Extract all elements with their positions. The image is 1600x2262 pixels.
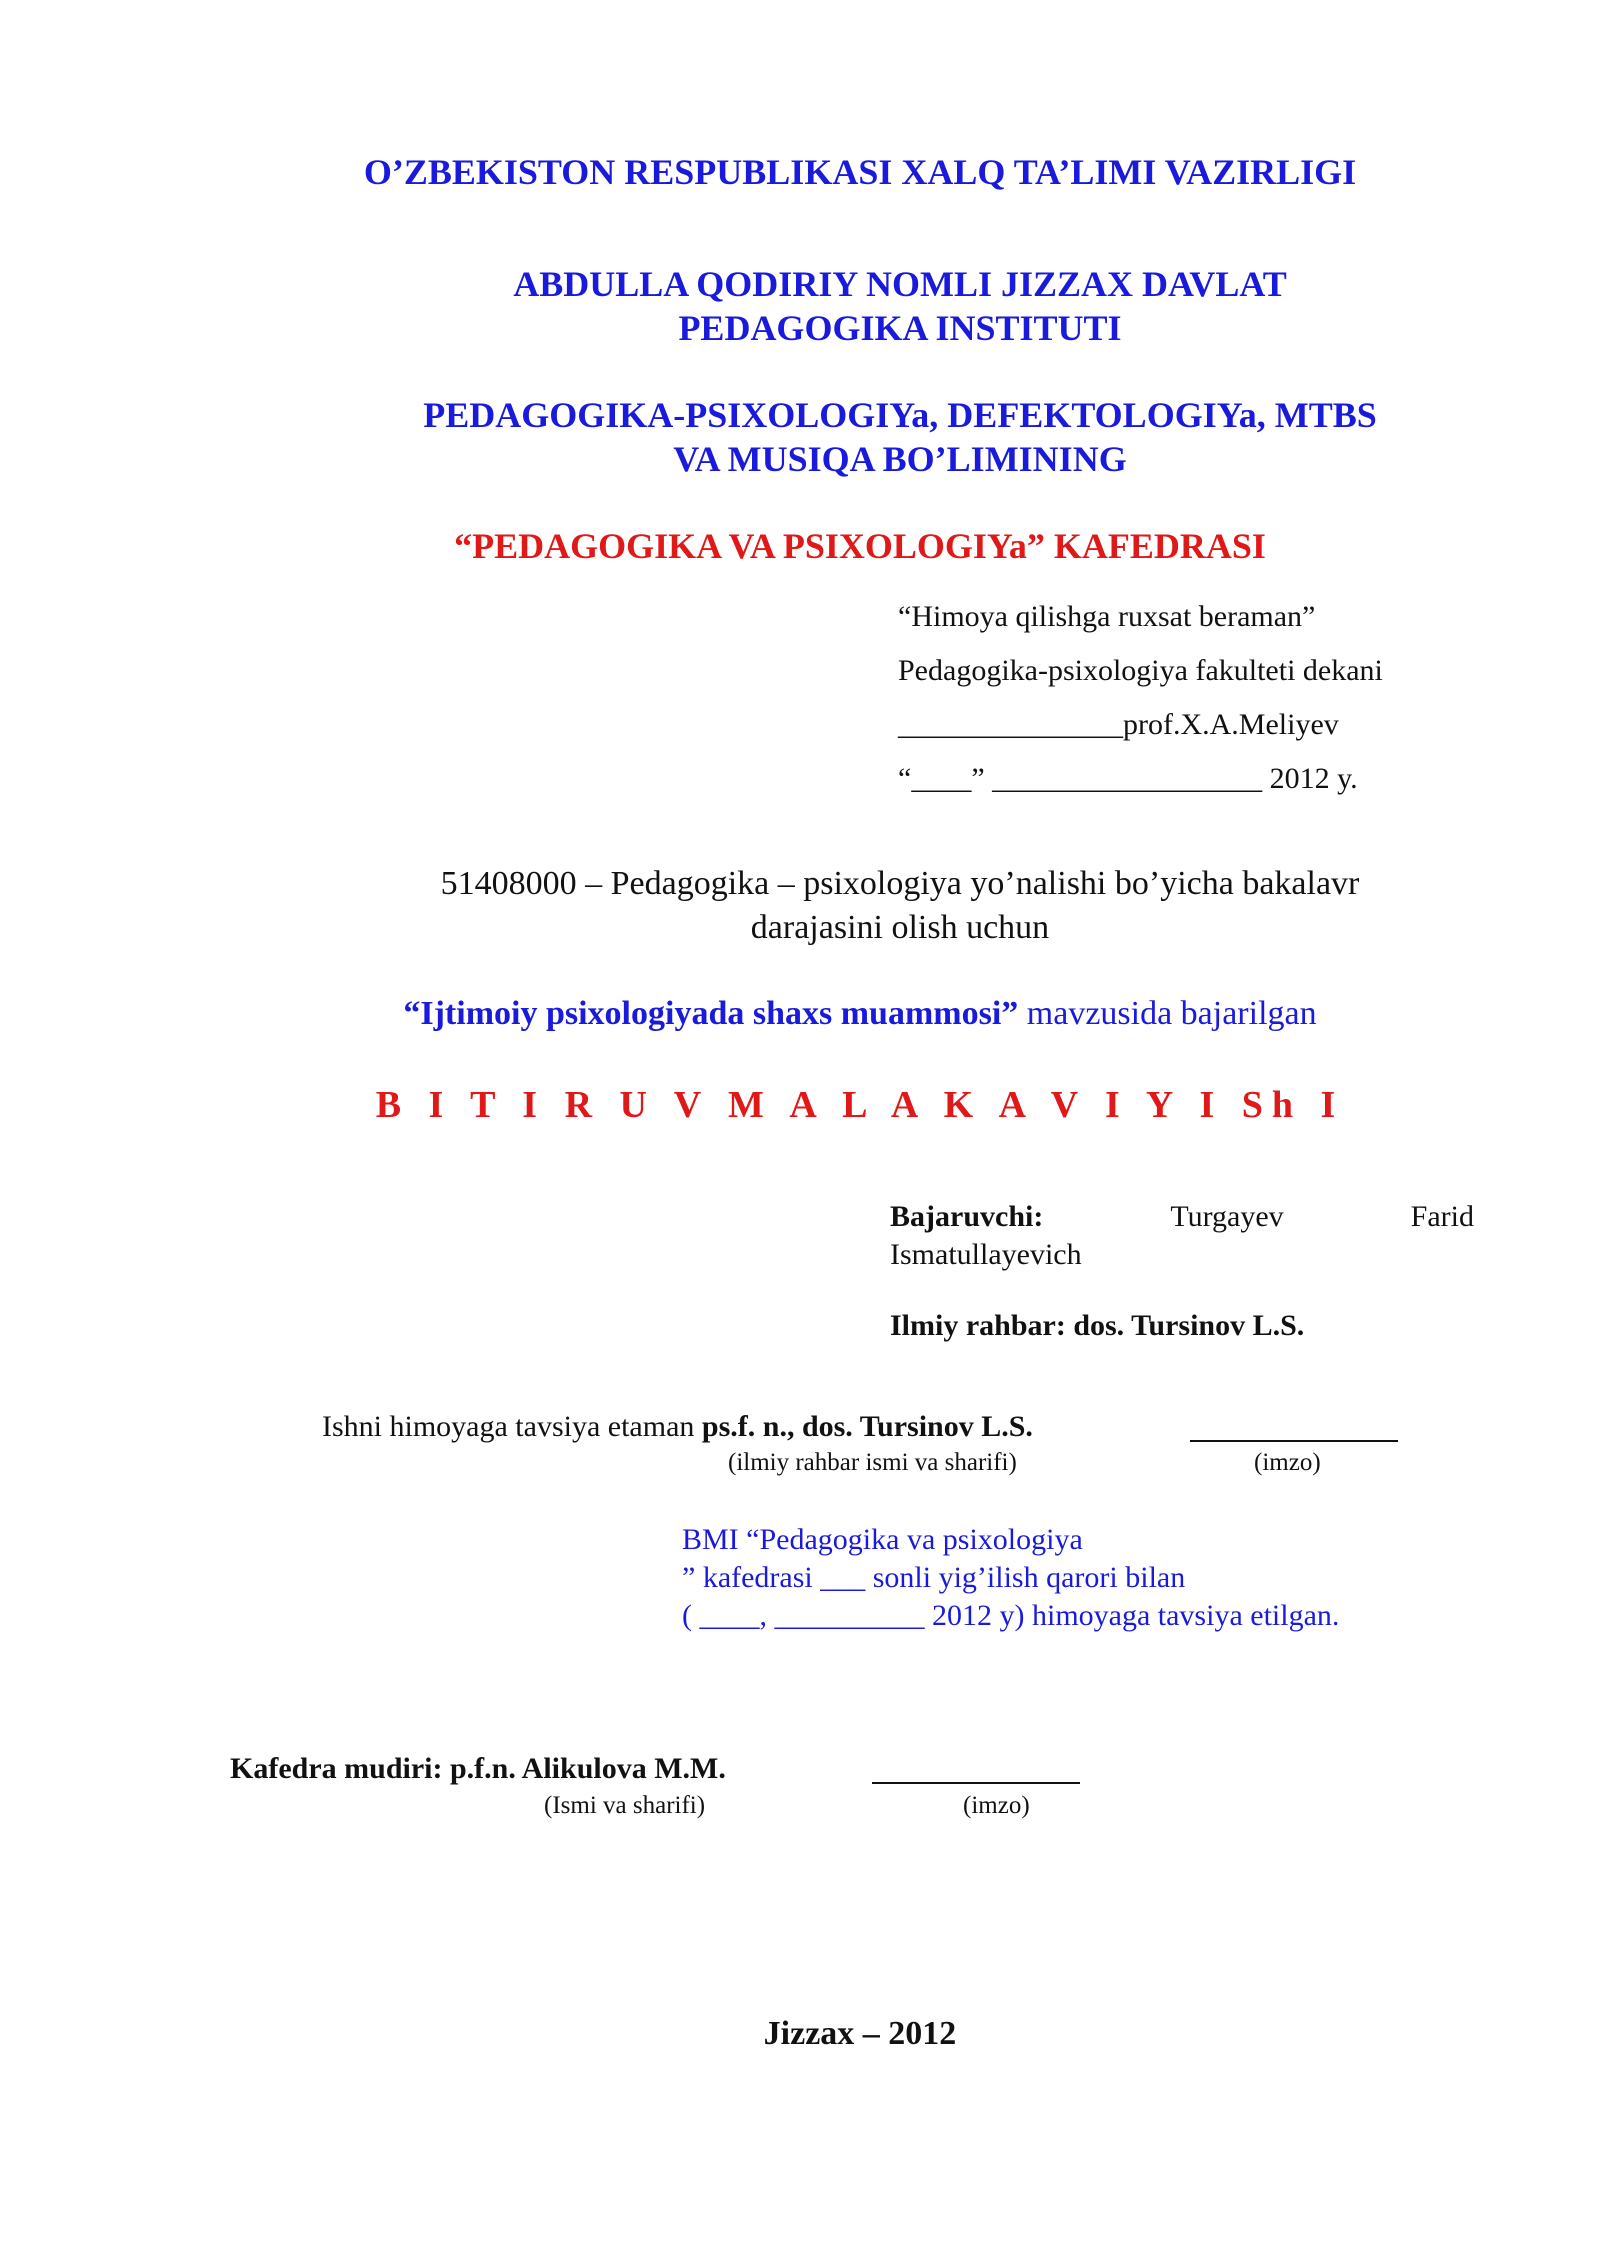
minutes-line2: ” kafedrasi ___ sonli yig’ilish qarori bilan [682, 1561, 1186, 1594]
author-label: Bajaruvchi: [890, 1200, 1044, 1233]
recommendation-line [322, 1408, 1033, 1446]
ministry-title: O’ZBEKISTON RESPUBLIKASI XALQ TA’LIMI VAZIRLIGI [363, 152, 1357, 192]
head-of-department-label: Kafedra mudiri: p.f.n. Alikulova M.M. [230, 1752, 726, 1785]
approval-block [898, 598, 1383, 798]
minutes-line3: ( ____, __________ 2012 y) himoyaga tavsiya etilgan. [682, 1599, 1340, 1632]
approval-line-date: “____” __________________ 2012 y. [898, 762, 1358, 795]
author-first-name: Farid [1410, 1200, 1474, 1233]
division-title-line1: PEDAGOGIKA-PSIXOLOGIYa, DEFEKTOLOGIYa, MTBS [423, 395, 1377, 435]
minutes-block [682, 1521, 1339, 1635]
department-title: “PEDAGOGIKA VA PSIXOLOGIYa” KAFEDRASI [454, 526, 1266, 566]
degree-line2: darajasini olish uchun [750, 909, 1050, 946]
author-surname: Turgayev [1170, 1200, 1284, 1233]
topic-line [0, 992, 1600, 1036]
head-signature-line [872, 1782, 1080, 1784]
institute-title-line2: PEDAGOGIKA INSTITUTI [678, 308, 1122, 348]
author-block [890, 1198, 1474, 1274]
head-name-caption: (Ismi va sharifi) [544, 1792, 706, 1819]
approval-line-signature: _______________prof.X.A.Meliyev [898, 708, 1339, 741]
approval-line-permit: “Himoya qilishga ruxsat beraman” [898, 600, 1316, 633]
topic-suffix: mavzusida bajarilgan [1018, 995, 1317, 1032]
author-patronymic: Ismatullayevich [890, 1238, 1082, 1271]
head-sign-caption: (imzo) [963, 1792, 1030, 1819]
supervisor-label: Ilmiy rahbar: dos. Tursinov L.S. [890, 1309, 1305, 1342]
recommendation-sign-caption: (imzo) [1254, 1449, 1321, 1476]
recommendation-text: Ishni himoyaga tavsiya etaman [322, 1410, 702, 1443]
division-title-line2: VA MUSIQA BO’LIMINING [673, 439, 1127, 479]
recommendation-signature-line [1190, 1440, 1398, 1442]
minutes-line1: BMI “Pedagogika va psixologiya [682, 1523, 1083, 1556]
recommendation-name-caption: (ilmiy rahbar ismi va sharifi) [728, 1449, 1017, 1476]
institute-title-line1: ABDULLA QODIRIY NOMLI JIZZAX DAVLAT [513, 264, 1287, 304]
approval-line-dean: Pedagogika-psixologiya fakulteti dekani [898, 654, 1383, 687]
recommendation-supervisor-name: ps.f. n., dos. Tursinov L.S. [701, 1410, 1033, 1443]
author-row [890, 1198, 1474, 1236]
degree-line1: 51408000 – Pedagogika – psixologiya yo’nalishi bo’yicha bakalavr [440, 865, 1360, 902]
place-year: Jizzax – 2012 [763, 2015, 957, 2052]
topic-title: “Ijtimoiy psixologiyada shaxs muammosi” [403, 995, 1019, 1032]
work-type-title: B I T I R U V M A L A K A V I Y I Sh I [375, 1084, 1345, 1126]
